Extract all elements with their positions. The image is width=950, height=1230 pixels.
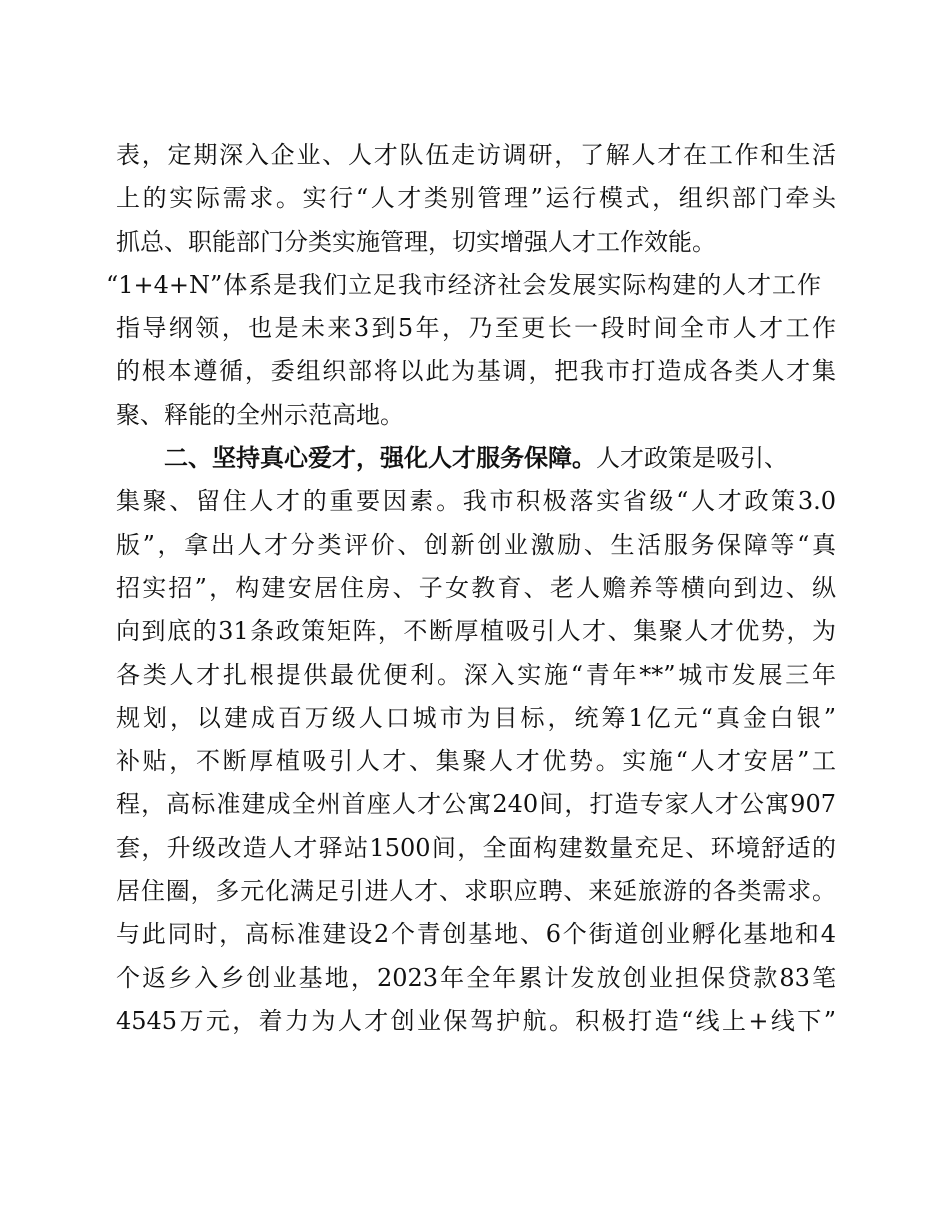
text-line: 抓总、职能部门分类实施管理，切实增强人才工作效能。 — [116, 227, 716, 256]
text-line: 的根本遵循，委组织部将以此为基调，把我市打造成各类人才集 — [116, 357, 836, 386]
text-line: 与此同时，高标准建设2个青创基地、6个街道创业孵化基地和4 — [116, 920, 836, 949]
text-line: 程，高标准建成全州首座人才公寓240间，打造专家人才公寓907 — [116, 790, 836, 819]
text-line: 上的实际需求。实行“人才类别管理”运行模式，组织部门牵头 — [116, 184, 836, 213]
text-line: 版”，拿出人才分类评价、创新创业激励、生活服务保障等“真 — [116, 530, 836, 559]
section-heading-line — [116, 437, 836, 480]
text-line: 补贴，不断厚植吸引人才、集聚人才优势。实施“人才安居”工 — [116, 747, 836, 776]
section-heading-tail: 人才政策是吸引、 — [596, 444, 788, 473]
text-line: 聚、释能的全州示范高地。 — [116, 400, 404, 429]
text-line: 个返乡入乡创业基地，2023年全年累计发放创业担保贷款83笔 — [116, 963, 836, 992]
text-line: “1+4+N”体系是我们立足我市经济社会发展实际构建的人才工作 — [106, 270, 821, 299]
body-text — [106, 134, 836, 1043]
section-heading: 二、坚持真心爱才，强化人才服务保障。 — [164, 444, 596, 473]
text-line: 4545万元，着力为人才创业保驾护航。积极打造“线上+线下” — [116, 1006, 836, 1035]
text-line: 招实招”，构建安居住房、子女教育、老人赡养等横向到边、纵 — [116, 573, 836, 602]
text-line: 各类人才扎根提供最优便利。深入实施“青年**”城市发展三年 — [116, 660, 836, 689]
text-line: 套，升级改造人才驿站1500间，全面构建数量充足、环境舒适的 — [116, 833, 836, 862]
text-line: 居住圈，多元化满足引进人才、求职应聘、来延旅游的各类需求。 — [116, 877, 836, 906]
text-line: 集聚、留住人才的重要因素。我市积极落实省级“人才政策3.0 — [116, 487, 836, 516]
text-line: 向到底的31条政策矩阵，不断厚植吸引人才、集聚人才优势，为 — [116, 617, 836, 646]
text-line: 指导纲领，也是未来3到5年，乃至更长一段时间全市人才工作 — [116, 314, 836, 343]
text-line: 规划，以建成百万级人口城市为目标，统筹1亿元“真金白银” — [116, 703, 836, 732]
text-line: 表，定期深入企业、人才队伍走访调研，了解人才在工作和生活 — [116, 141, 836, 169]
